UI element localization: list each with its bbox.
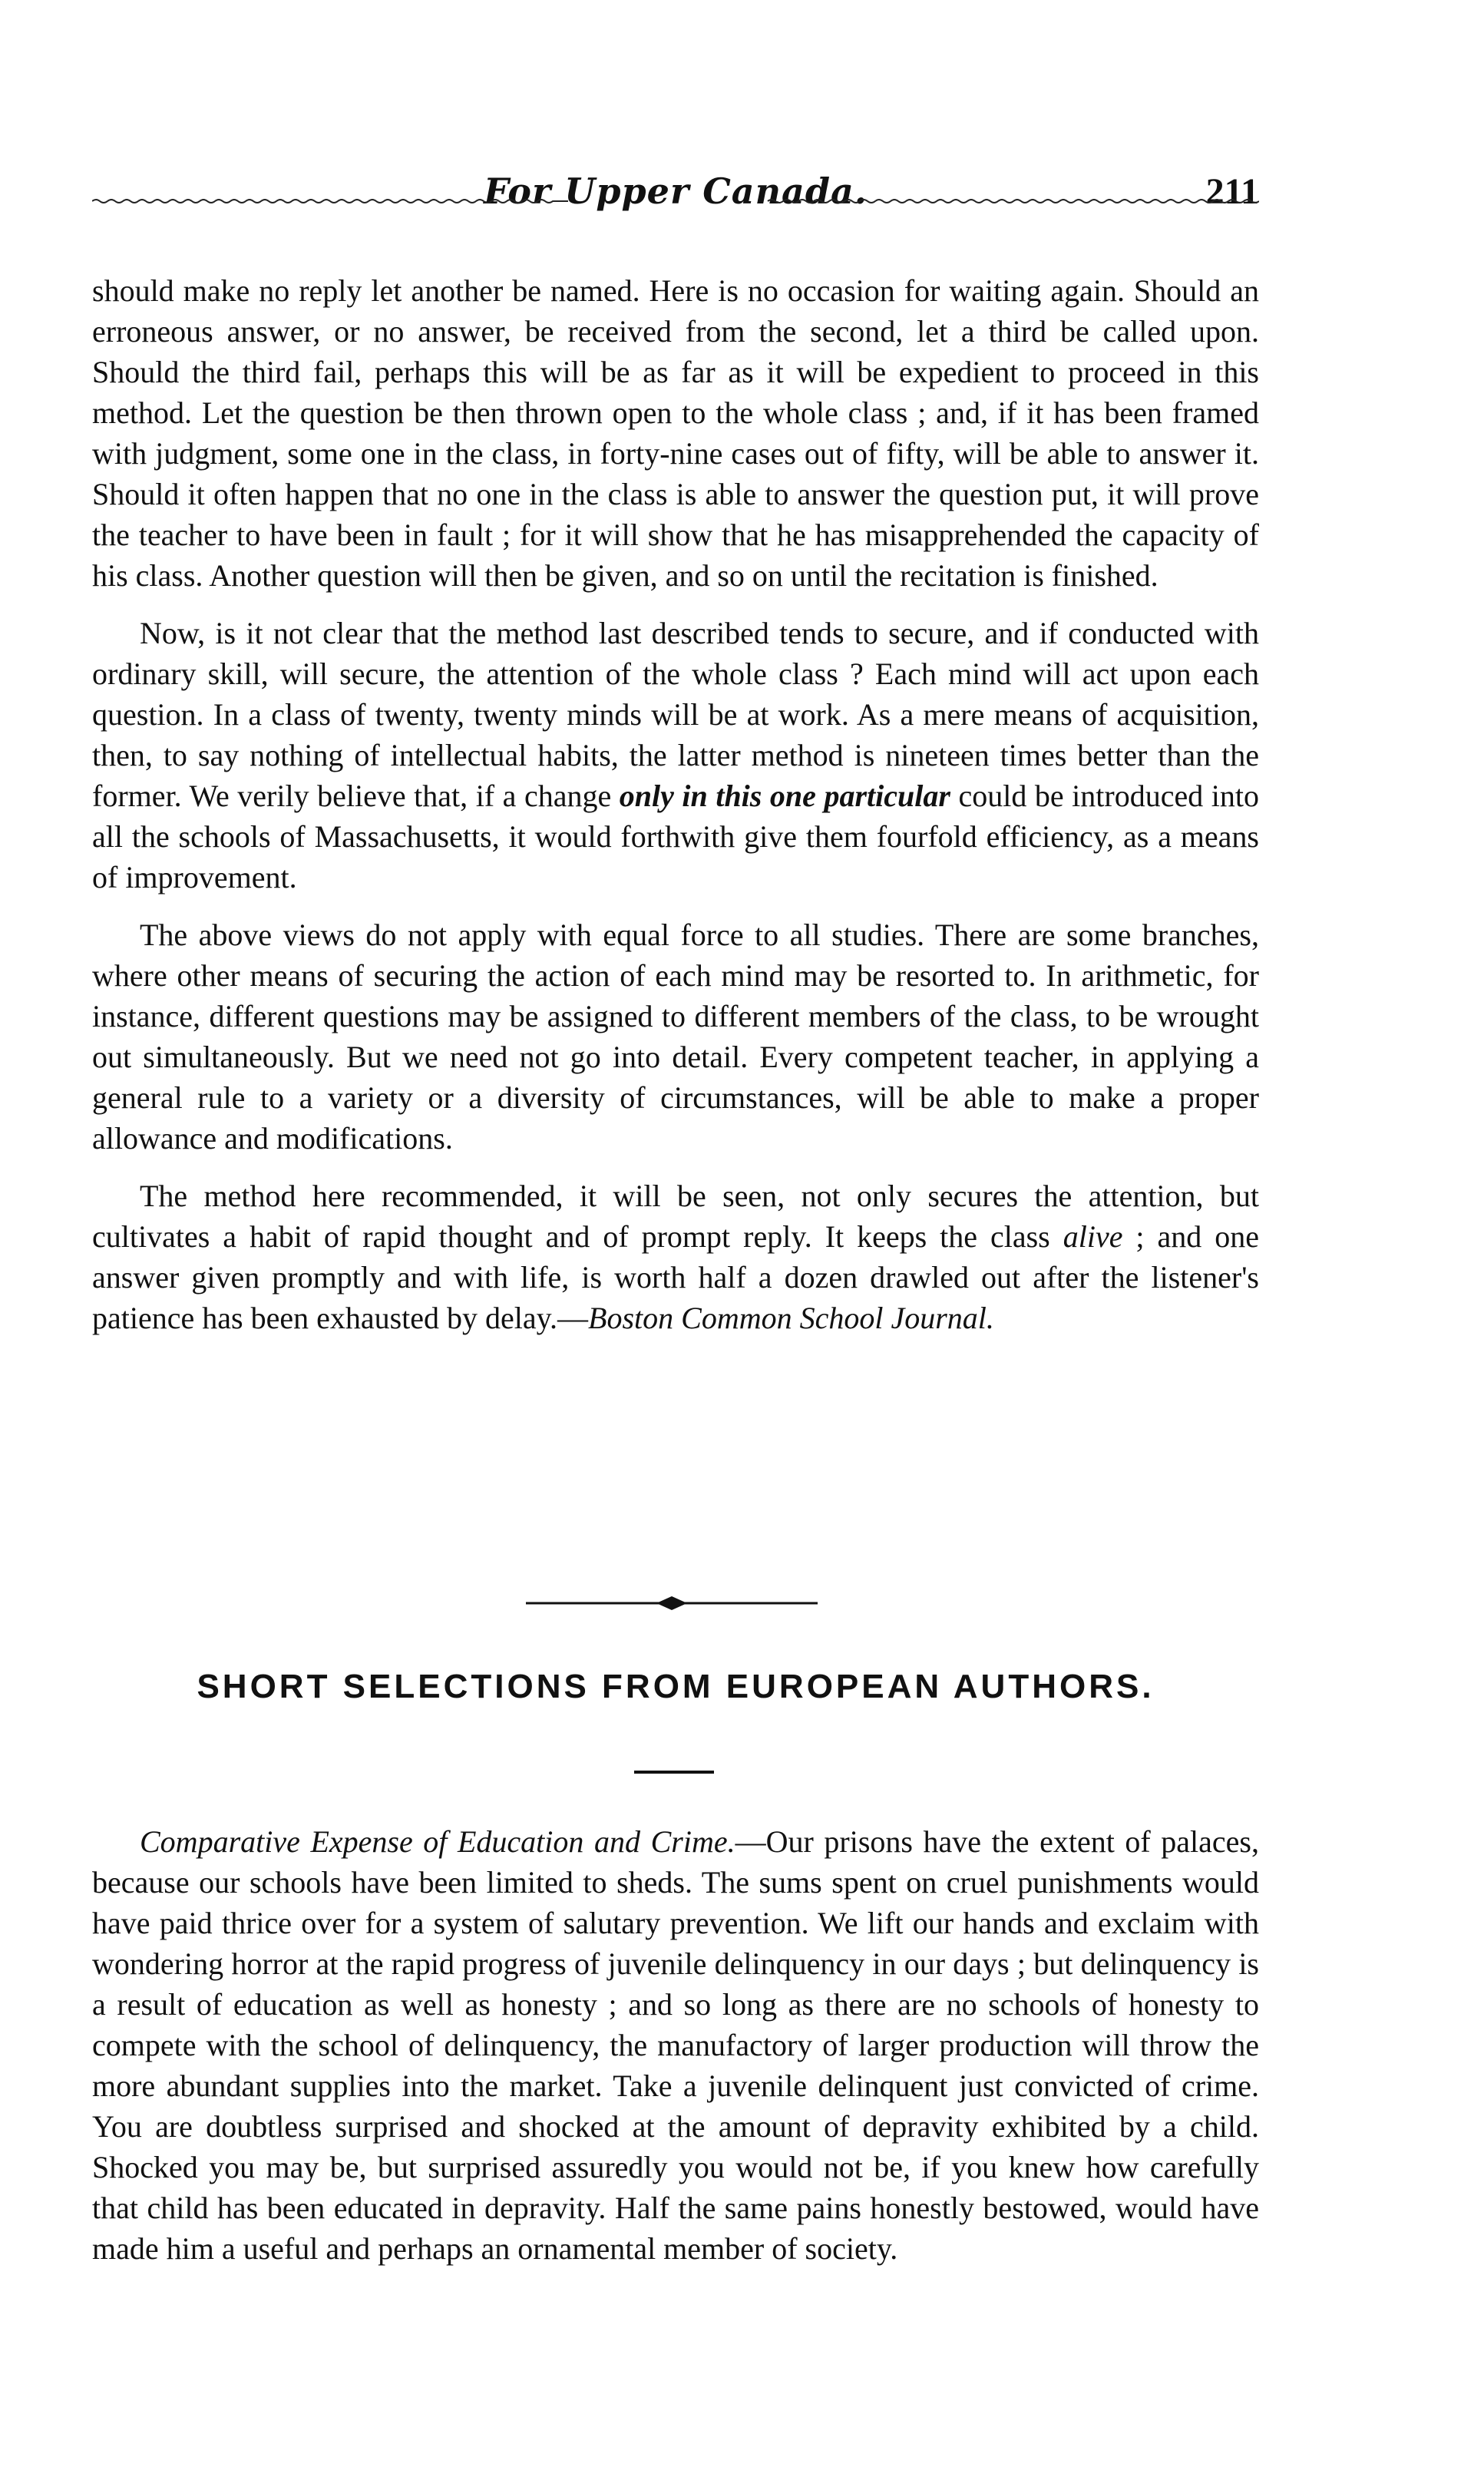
paragraph-4-text-b: ; and one answer given promptly and with life, is worth half a dozen drawled out after the listener's patience has been exhausted by delay.— [92, 1219, 1259, 1335]
paragraph-3: The above views do not apply with equal force to all studies. There are some branches, where other means of securing the action of each mind may be resorted to. In arithmetic, for instance, different questions may be assigned to different members of the class, to be wrought out simultaneously. But we need not go into detail. Every competent teacher, in applying a general rule to a variety or a diversity of circumstances, will be able to make a proper allowance and modifications. [92, 918, 1259, 1156]
paragraph-2-text-a: Now, is it not clear that the method last described tends to secure, and if conducted with ordinary skill, will secure, the attention of the whole class ? Each mind will act upon each question. In a class of twenty, twenty minds will be at work. As a mere means of acquisition, then, to say nothing of intellectual habits, the latter method is nineteen times better than the former. We verily believe that, if a change [92, 616, 1259, 813]
source-citation: Boston Common School Journal. [588, 1301, 994, 1335]
paragraph-2 [92, 613, 1259, 898]
paragraph-2-text-b: could be introduced into all the schools of Massachusetts, it would forthwith give them fourfold efficiency, as a means of improvement. [92, 779, 1259, 894]
header-wavy-rule [92, 198, 1259, 204]
article-education-crime [92, 1821, 1259, 2269]
article-text: —Our prisons have the extent of palaces, because our schools have been limited to sheds. The sums spent on cruel punishments would have paid thrice over for a system of salutary prevention. We lift our hands and exclaim with wondering horror at the rapid progress of juvenile delinquency in our days ; but delinquency is a result of education as well as honesty ; and so long as there are no schools of honesty to compete with the school of delinquency, the manufactory of larger production will throw the more abundant supplies into the market. Take a juvenile delinquent just convicted of crime. You are doubtless surprised and shocked at the amount of depravity exhibited by a child. Shocked you may be, but surprised assuredly you would not be, if you knew how carefully that child has been educated in depravity. Half the same pains honestly bestowed, would have made him a useful and perhaps an ornamental member of society. [92, 1824, 1260, 2266]
paragraph-2-emphasis: only in this one particular [619, 779, 950, 813]
article-continuation [92, 270, 1259, 1338]
heading-rule [634, 1771, 714, 1774]
paragraph-4-text-a: The method here recommended, it will be seen, not only secures the attention, but cultivates a habit of rapid thought and of prompt reply. It keeps the class [92, 1179, 1259, 1254]
section-divider-ornament [526, 1594, 818, 1612]
paragraph-1: should make no reply let another be named. Here is no occasion for waiting again. Should an erroneous answer, or no answer, be received from the second, let a third be called upon. Should the third fail, perhaps this will be as far as it will be expedient to proceed in this method. Let the question be then thrown open to the whole class ; and, if it has been framed with judgment, some one in the class, in forty-nine cases out of fifty, will be able to answer it. Should it often happen that no one in the class is able to answer the question put, it will prove the teacher to have been in fault ; for it will show that he has misapprehended the capacity of his class. Another question will then be given, and so on until the recitation is finished. [92, 273, 1259, 593]
paragraph-4-italic: alive [1063, 1219, 1123, 1254]
article-title: Comparative Expense of Education and Crime. [140, 1824, 735, 1859]
page-number: 211 [1205, 171, 1259, 212]
paragraph-4 [92, 1176, 1259, 1338]
running-title: For Upper Canada. [484, 170, 868, 212]
section-heading: SHORT SELECTIONS FROM EUROPEAN AUTHORS. [197, 1668, 1155, 1705]
page-header [92, 170, 1259, 224]
paragraph-5 [92, 1821, 1259, 2269]
